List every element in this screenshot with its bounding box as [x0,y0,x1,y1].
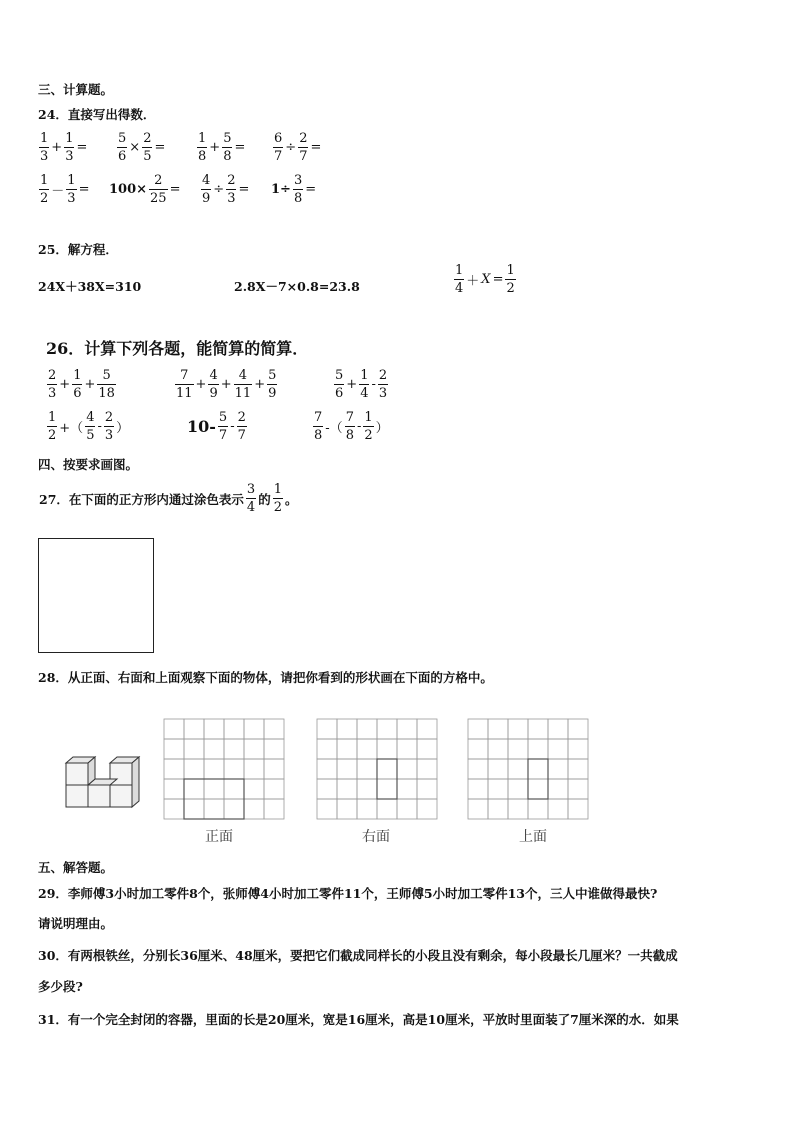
grid-cell [357,799,377,819]
grid-cell [508,779,528,799]
grid-cell [508,799,528,819]
grid-cell [184,779,204,799]
grid-cell [377,759,397,779]
grid-cell [568,739,588,759]
grid-cell [317,719,337,739]
grid-cell [488,739,508,759]
grid-cell [164,779,184,799]
grid-cell [357,739,377,759]
grid-cell [184,759,204,779]
grid-cell [468,799,488,819]
cube-object-figure [64,755,144,810]
drawing-square[interactable] [38,538,154,653]
q26-expression-2: $\frac{7}{11}$ + $\frac{4}{9}$ + $\frac{4}{11}$ + $\frac{5}{9}$ [176,368,277,401]
grid-cell [204,799,224,819]
q28-title: 28．从正面、右面和上面观察下面的物体，请把你看到的形状画在下面的方格中。 [38,670,493,685]
q25-equation-1: 24X＋38X=310 [38,279,142,294]
grid-cell [417,759,437,779]
grid-cell [204,779,224,799]
grid-cell [528,719,548,739]
section-5-title: 五、解答题。 [38,860,114,875]
grid-cell [397,779,417,799]
grid-cell [488,759,508,779]
grid-cell [337,719,357,739]
grid-cell [184,739,204,759]
q24-item-2: $\frac{5}{6}$ × $\frac{2}{5}$ = [118,131,166,164]
q27-text: 27．在下面的正方形内通过涂色表示 $\frac{3}{4}$ 的 $\frac{1}{2}$ 。 [39,482,298,515]
grid-cell [244,799,264,819]
grid-cell [164,739,184,759]
grid-cell [417,739,437,759]
grid-cell [397,719,417,739]
grid-cell [548,719,568,739]
grid-cell [568,779,588,799]
grid-cell [548,759,568,779]
q26-expression-1: $\frac{2}{3}$ + $\frac{1}{6}$ + $\frac{5}{18}$ [48,368,115,401]
grid-cell [417,719,437,739]
grid-cell [184,719,204,739]
grid-cell [337,739,357,759]
grid-cell [337,759,357,779]
grid-cell [528,759,548,779]
grid-cell [264,759,284,779]
q24-item-6: 100× $\frac{2}{25}$ = [109,173,181,206]
grid-cell [244,719,264,739]
grid-cell [468,719,488,739]
q29-line-1: 29．李师傅3小时加工零件8个，张师傅4小时加工零件11个，王师傅5小时加工零件13个，三人中谁做得最快? [38,886,658,901]
q24-item-3: $\frac{1}{8}$ + $\frac{5}{8}$ = [198,131,246,164]
grid-cell [244,779,264,799]
front-view-label: 正面 [205,829,233,845]
grid-cell [317,759,337,779]
grid-cell [337,799,357,819]
grid-cell [488,779,508,799]
grid-cell [264,779,284,799]
q31-line-1: 31．有一个完全封闭的容器，里面的长是20厘米，宽是16厘米，高是10厘米，平放时里面装了7厘米深的水．如果 [38,1012,679,1027]
grid-cell [528,779,548,799]
q24-item-8: 1÷ $\frac{3}{8}$ = [271,173,317,206]
grid-cell [317,779,337,799]
q26-expression-4: $\frac{1}{2}$ +（ $\frac{4}{5}$ - $\frac{2}{3}$ ） [48,410,130,443]
grid-cell [568,719,588,739]
grid-cell [377,739,397,759]
grid-cell [244,759,264,779]
q29-line-2: 请说明理由。 [38,916,114,931]
q26-expression-6: $\frac{7}{8}$ -（ $\frac{7}{8}$ - $\frac{1}{2}$ ） [314,410,389,443]
grid-cell [568,799,588,819]
grid-cell [264,799,284,819]
grid-cell [264,739,284,759]
grid-cell [488,799,508,819]
grid-cell [508,719,528,739]
q24-item-1: $\frac{1}{3}$ + $\frac{1}{3}$ = [40,131,88,164]
grid-cell [508,759,528,779]
grid-cell [397,759,417,779]
q26-expression-3: $\frac{5}{6}$ + $\frac{1}{4}$ - $\frac{2}{3}$ [335,368,388,401]
grid-cell [337,779,357,799]
grid-cell [377,799,397,819]
grid-cell [417,799,437,819]
grid-cell [224,739,244,759]
grid-cell [377,779,397,799]
right-view-grid[interactable] [316,718,440,822]
grid-cell [377,719,397,739]
grid-cell [417,779,437,799]
top-view-grid[interactable] [467,718,591,822]
grid-cell [548,779,568,799]
grid-cell [317,799,337,819]
grid-cell [548,799,568,819]
grid-cell [468,739,488,759]
right-view-label: 右面 [362,829,390,845]
grid-cell [397,739,417,759]
grid-cell [468,779,488,799]
grid-cell [548,739,568,759]
q30-line-1: 30．有两根铁丝，分别长36厘米、48厘米，要把它们截成同样长的小段且没有剩余，每小段最长几厘米？一共截成 [38,948,678,963]
q24-title: 24．直接写出得数． [38,107,156,122]
grid-cell [357,719,377,739]
grid-cell [468,759,488,779]
grid-cell [244,739,264,759]
q25-equation-2: 2.8X－7×0.8=23.8 [234,279,360,294]
grid-cell [508,739,528,759]
top-view-label: 上面 [519,829,547,845]
grid-cell [204,719,224,739]
grid-cell [264,719,284,739]
grid-cell [164,759,184,779]
grid-cell [224,799,244,819]
grid-cell [357,759,377,779]
grid-cell [204,759,224,779]
q26-expression-5: 10- $\frac{5}{7}$ - $\frac{2}{7}$ [187,410,246,443]
q24-item-5: $\frac{1}{2}$ － $\frac{1}{3}$ = [40,173,90,206]
q24-item-7: $\frac{4}{9}$ ÷ $\frac{2}{3}$ = [202,173,250,206]
grid-cell [317,739,337,759]
grid-cell [164,799,184,819]
grid-cell [164,719,184,739]
grid-cell [357,779,377,799]
q25-equation-3: $\frac{1}{4}$ ＋ X = $\frac{1}{2}$ [455,263,515,296]
grid-cell [528,739,548,759]
front-view-grid[interactable] [163,718,287,822]
q30-line-2: 多少段? [38,979,83,994]
q24-item-4: $\frac{6}{7}$ ÷ $\frac{2}{7}$ = [274,131,322,164]
grid-cell [568,759,588,779]
section-4-title: 四、按要求画图。 [38,457,139,472]
grid-cell [488,719,508,739]
grid-cell [224,719,244,739]
grid-cell [204,739,224,759]
grid-cell [224,779,244,799]
section-3-title: 三、计算题。 [38,82,114,97]
q26-title: 26．计算下列各题，能简算的简算． [46,339,309,358]
grid-cell [184,799,204,819]
grid-cell [528,799,548,819]
grid-cell [397,799,417,819]
q25-title: 25．解方程． [38,242,118,257]
grid-cell [224,759,244,779]
